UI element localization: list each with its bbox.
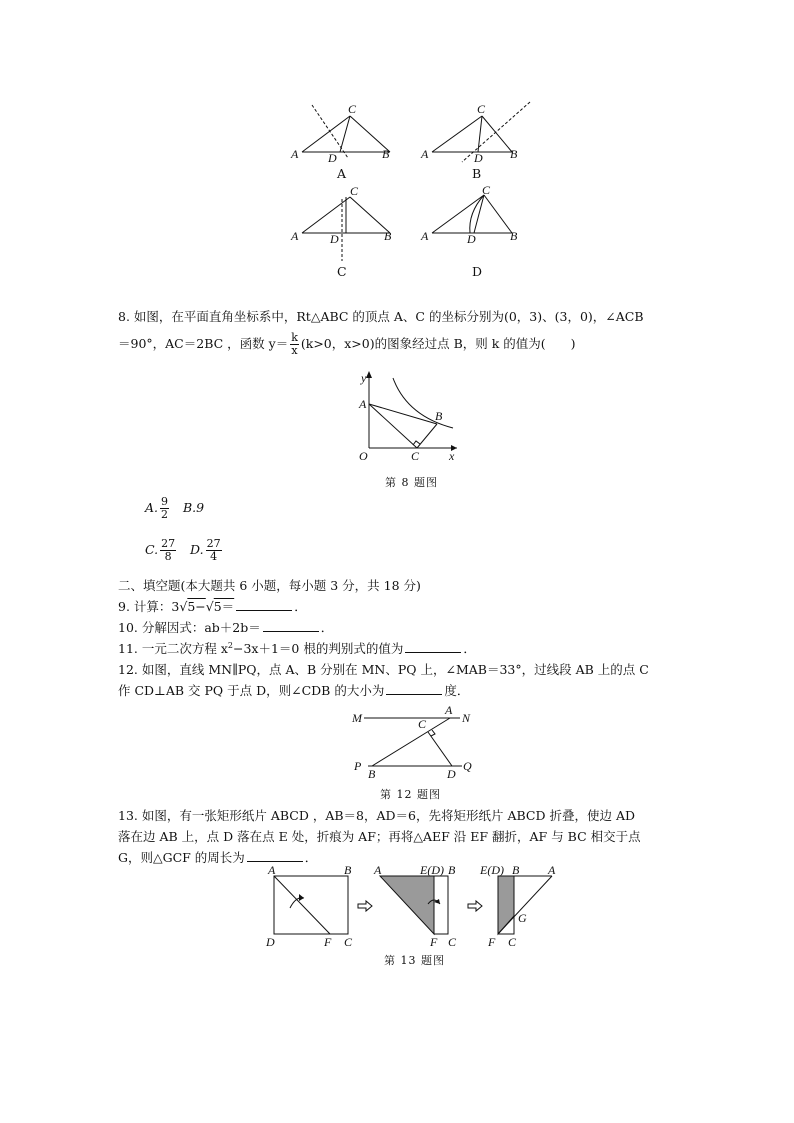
svg-text:P: P — [354, 759, 362, 773]
q7-option-b-label: B — [472, 166, 482, 181]
q8-options-cd: C. $\frac{27}{8}$ D. $\frac{27}{4}$ — [145, 537, 221, 563]
q8-figure — [355, 368, 465, 466]
svg-text:B: B — [368, 767, 376, 781]
q12-figure — [350, 704, 480, 779]
q13-line3: G，则△GCF 的周长为 ． — [118, 850, 318, 865]
svg-text:F: F — [430, 935, 438, 949]
svg-text:C: C — [350, 184, 359, 198]
q13-caption: 第 13 题图 — [384, 954, 445, 967]
q11-blank — [405, 641, 461, 653]
svg-text:A: A — [291, 229, 299, 243]
svg-text:D: D — [330, 232, 339, 246]
svg-text:C: C — [418, 717, 427, 731]
q10: 10. 分解因式：ab＋2b＝ ． — [118, 620, 334, 635]
svg-text:A: A — [374, 863, 382, 877]
svg-text:B: B — [344, 863, 352, 877]
q8-options-ab: A. $\frac{9}{2}$ B.9 — [145, 495, 205, 521]
q13-figure — [262, 864, 562, 949]
svg-text:B: B — [512, 863, 520, 877]
q12-blank — [386, 683, 442, 695]
svg-text:C: C — [411, 449, 420, 463]
q11: 11. 一元二次方程 $x^2-3x+1=0$ 根的判别式的值为 ． — [118, 640, 476, 656]
svg-text:A: A — [359, 397, 367, 411]
svg-text:G: G — [518, 911, 527, 925]
q12-line2: 作 CD⊥AB 交 PQ 于点 D，则∠CDB 的大小为 度． — [118, 683, 470, 698]
q8-caption: 第 8 题图 — [385, 476, 438, 489]
q13-line1: 13. 如图，有一张矩形纸片 ABCD ，AB＝8，AD＝6，先将矩形纸片 ABCD 折叠，使边 AD — [118, 808, 635, 823]
svg-text:B: B — [448, 863, 456, 877]
q9-blank — [236, 599, 292, 611]
q12-caption: 第 12 题图 — [380, 788, 441, 801]
svg-text:D: D — [467, 232, 476, 246]
svg-text:y: y — [361, 371, 367, 385]
svg-text:x: x — [449, 449, 455, 463]
q7-figure-d — [420, 185, 530, 255]
svg-text:D: D — [474, 151, 483, 165]
q13-blank — [247, 850, 303, 862]
q9: 9. 计算：3√5−√5＝ ． — [118, 599, 307, 614]
q7-option-a-label: A — [337, 166, 347, 181]
svg-text:Q: Q — [463, 759, 472, 773]
svg-text:B: B — [435, 409, 443, 423]
svg-text:A: A — [445, 703, 453, 717]
section-2-heading: 二、填空题(本大题共 6 小题，每小题 3 分，共 18 分) — [118, 578, 421, 593]
svg-text:A: A — [421, 147, 429, 161]
svg-text:N: N — [462, 711, 471, 725]
svg-text:C: C — [348, 102, 357, 116]
svg-text:B: B — [510, 229, 518, 243]
svg-text:A: A — [291, 147, 299, 161]
svg-text:D: D — [266, 935, 275, 949]
svg-text:O: O — [359, 449, 368, 463]
svg-text:A: A — [548, 863, 556, 877]
svg-text:C: C — [344, 935, 353, 949]
svg-text:F: F — [324, 935, 332, 949]
svg-text:F: F — [488, 935, 496, 949]
svg-text:M: M — [352, 711, 362, 725]
svg-text:B: B — [384, 229, 392, 243]
q7-option-c-label: C — [337, 264, 347, 279]
q13-line2: 落在边 AB 上，点 D 落在点 E 处，折痕为 AF；再将△AEF 沿 EF 翻折，AF 与 BC 相交于点 — [118, 829, 641, 844]
svg-text:C: C — [508, 935, 517, 949]
svg-text:B: B — [382, 147, 390, 161]
svg-text:C: C — [482, 183, 491, 197]
svg-text:A: A — [268, 863, 276, 877]
q8-line2: ＝90°，AC＝2BC ，函数 y＝ $\frac{k}{x}$ (k>0，x>0)的图象经过点 B，则 k 的值为( ) — [118, 331, 576, 357]
q12-line1: 12. 如图，直线 MN∥PQ，点 A、B 分别在 MN、PQ 上，∠MAB＝33°，过线段 AB 上的点 C — [118, 662, 649, 677]
svg-text:B: B — [510, 147, 518, 161]
svg-text:E(D): E(D) — [480, 863, 504, 877]
q10-blank — [263, 620, 319, 632]
svg-text:E(D): E(D) — [420, 863, 444, 877]
q8-line1: 8. 如图，在平面直角坐标系中，Rt△ABC 的顶点 A、C 的坐标分别为(0，3)、(3，0)，∠ACB — [118, 309, 644, 324]
svg-text:D: D — [328, 151, 337, 165]
svg-text:D: D — [447, 767, 456, 781]
svg-text:A: A — [421, 229, 429, 243]
q7-figure-c — [290, 185, 400, 270]
q7-option-d-label: D — [472, 264, 483, 279]
svg-text:C: C — [477, 102, 486, 116]
svg-text:C: C — [448, 935, 457, 949]
